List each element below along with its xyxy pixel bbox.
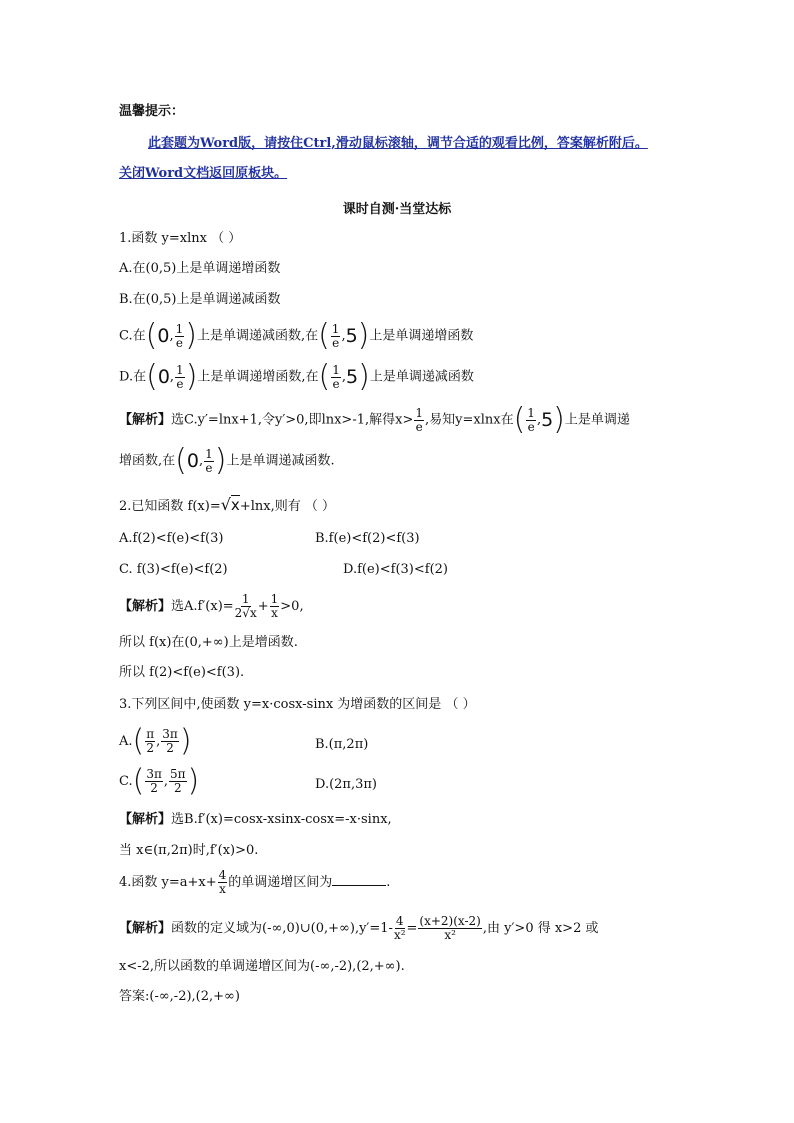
q1-solution-line-2: 增函数,在(0, $\frac{1}{e}$ )上是单调递减函数. bbox=[119, 443, 335, 478]
q4-stem: 4.函数 y=a+x+ $\frac{4}{x}$ 的单调递增区间为 . bbox=[119, 868, 391, 896]
tip-line-1: 此套题为Word版，请按住Ctrl,滑动鼠标滚轴，调节合适的观看比例，答案解析附后。 bbox=[148, 136, 648, 151]
q2-option-b: B.f(e)<f(2)<f(3) bbox=[315, 531, 420, 546]
q4-solution-line-2: x<-2,所以函数的单调递增区间为(-∞,-2),(2,+∞). bbox=[119, 959, 405, 974]
q1-option-d: D.在(0, $\frac{1}{e}$ )上是单调递增函数,在( $\frac{1}{e}$ ,5)上是单调递减函数 bbox=[119, 359, 474, 394]
q1-solution-line-1: 【解析】选C.y′=lnx+1,令y′>0,即lnx>-1,解得x> $\frac{1}{e}$ ,易知y=xlnx在( $\frac{1}{e}$ ,5)上是单调递 bbox=[119, 402, 630, 437]
q2-solution-line-2: 所以 f(x)在(0,+∞)上是增函数. bbox=[119, 635, 298, 650]
q3-option-a: A.( $\frac{\pi}{2}$ , $\frac{3\pi}{2}$ ) bbox=[119, 723, 192, 759]
q3-option-d: D.(2π,3π) bbox=[315, 777, 377, 792]
q1-option-a: A.在(0,5)上是单调递增函数 bbox=[119, 261, 281, 276]
q1-option-b: B.在(0,5)上是单调递减函数 bbox=[119, 292, 281, 307]
q4-solution-line-1: 【解析】函数的定义域为(-∞,0)∪(0,+∞),y′=1- $\frac{4}{\text{x²}}$ = $\frac{(x+2)(x-2)}{\text{x²}}$ ,由 y′>0 得 x>2 或 bbox=[119, 914, 599, 942]
q2-option-a: A.f(2)<f(e)<f(3) bbox=[119, 531, 224, 546]
q3-stem: 3.下列区间中,使函数 y=x·cosx-sinx 为增函数的区间是 （ ） bbox=[119, 697, 476, 712]
q2-solution-line-3: 所以 f(2)<f(e)<f(3). bbox=[119, 665, 245, 680]
answer-blank bbox=[332, 873, 386, 886]
q3-solution-line-1: 【解析】选B.f′(x)=cosx-xsinx-cosx=-x·sinx, bbox=[119, 812, 392, 827]
tip-line-2: 关闭Word文档返回原板块。 bbox=[119, 166, 288, 181]
q3-option-b: B.(π,2π) bbox=[315, 737, 369, 752]
q2-option-c: C. f(3)<f(e)<f(2) bbox=[119, 562, 228, 577]
tip-title: 温馨提示： bbox=[119, 104, 185, 119]
q2-solution-line-1: 【解析】选A.f′(x)= $\frac{1}{2√x}$ + $\frac{1}{x}$ >0, bbox=[119, 592, 304, 620]
section-title: 课时自测·当堂达标 bbox=[342, 202, 452, 217]
q3-option-c: C.( $\frac{3\pi}{2}$ , $\frac{5\pi}{2}$ ) bbox=[119, 763, 200, 799]
q1-option-c: C.在(0, $\frac{1}{e}$ )上是单调递减函数,在( $\frac{1}{e}$ ,5)上是单调递增函数 bbox=[119, 318, 474, 353]
q2-option-d: D.f(e)<f(3)<f(2) bbox=[343, 562, 448, 577]
q2-stem: 2.已知函数 f(x)=√x+lnx,则有 （ ） bbox=[119, 495, 335, 514]
q4-answer: 答案:(-∞,-2),(2,+∞) bbox=[119, 989, 240, 1004]
q3-solution-line-2: 当 x∈(π,2π)时,f′(x)>0. bbox=[119, 843, 259, 858]
q1-stem: 1.函数 y=xlnx （ ） bbox=[119, 231, 242, 246]
